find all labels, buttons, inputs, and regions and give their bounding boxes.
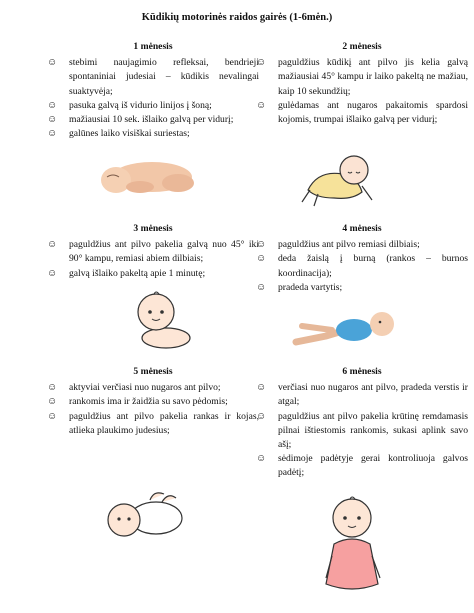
section-heading: 2 mėnesis [342, 41, 382, 52]
list-item: ☺ pasuka galvą iš vidurio linijos į šoną; [47, 99, 259, 113]
document-title: Kūdikių motorinės raidos gairės (1-6mėn.) [141, 12, 333, 23]
list-item: ☺ aktyviai verčiasi nuo nugaros ant pilvo; [47, 381, 259, 395]
list-item: ☺ rankomis ima ir žaidžia su savo pėdomis; [47, 395, 259, 409]
list-item: ☺ verčiasi nuo nugaros ant pilvo, pradeda verstis ir atgal; [256, 382, 468, 408]
section-month-1 [47, 40, 259, 141]
section-month-4 [256, 222, 468, 295]
section-month-3 [47, 222, 259, 281]
section-month-2 [256, 40, 468, 127]
smiley-icon: ☺ [256, 410, 267, 422]
smiley-icon: ☺ [256, 99, 267, 111]
smiley-icon: ☺ [47, 239, 58, 251]
section-heading: 5 mėnesis [133, 366, 173, 377]
section-heading: 6 mėnesis [342, 366, 382, 377]
list-item: ☺ paguldžius ant pilvo remiasi dilbiais; [256, 238, 468, 252]
baby-holding-feet-illustration [100, 488, 192, 540]
list-item: ☺ mažiausiai 10 sek. išlaiko galvą per vidurį; [47, 113, 259, 127]
baby-raising-head-illustration [130, 288, 192, 352]
section-month-5 [47, 365, 259, 438]
smiley-icon: ☺ [47, 396, 58, 408]
list-item: ☺ paguldžius ant pilvo pakelia rankas ir kojas, atlieka plaukimo judesius; [47, 410, 259, 436]
smiley-icon: ☺ [47, 57, 58, 69]
smiley-icon: ☺ [47, 382, 58, 394]
smiley-icon: ☺ [256, 253, 267, 265]
list-item: ☺ pradeda vartytis; [256, 281, 468, 295]
smiley-icon: ☺ [47, 128, 58, 140]
smiley-icon: ☺ [256, 281, 267, 293]
smiley-icon: ☺ [47, 267, 58, 279]
smiley-icon: ☺ [47, 114, 58, 126]
smiley-icon: ☺ [256, 57, 267, 69]
list-item: ☺ deda žaislą į burną (rankos – burnos koordinacija); [256, 253, 468, 279]
list-item: ☺ stebimi naujagimio refleksai, bendrieji spontaniniai judesiai – kūdikis nevalingai suaktyvėja; [47, 57, 259, 97]
list-item: ☺ paguldžius kūdikį ant pilvo jis kelia galvą mažiausiai 45° kampu ir laiko pakeltą ne mažiau, kaip 10 sekundžių; [256, 57, 468, 97]
list-item: ☺ paguldžius ant pilvo pakelia galvą nuo 45° iki 90° kampu, remiasi abiem dilbiais; [47, 239, 259, 265]
smiley-icon: ☺ [256, 382, 267, 394]
smiley-icon: ☺ [47, 410, 58, 422]
list-item: ☺ galūnes laiko visiškai suriestas; [47, 127, 259, 141]
section-heading: 1 mėnesis [133, 41, 173, 52]
section-month-6 [256, 365, 468, 481]
curled-baby-illustration [92, 153, 202, 195]
smiley-icon: ☺ [256, 453, 267, 465]
smiley-icon: ☺ [256, 239, 267, 251]
list-item: ☺ galvą išlaiko pakeltą apie 1 minutę; [47, 267, 259, 281]
smiley-icon: ☺ [47, 99, 58, 111]
list-item: ☺ sėdimoje padėtyje gerai kontroliuoja galvos padėtį; [256, 453, 468, 479]
baby-on-belly-illustration [288, 150, 384, 212]
baby-rolling-illustration [292, 306, 404, 350]
sitting-baby-illustration [322, 494, 384, 598]
list-item: ☺ gulėdamas ant nugaros pakaitomis spardosi kojomis, trumpai išlaiko galvą per vidurį; [256, 99, 468, 126]
section-heading: 4 mėnesis [342, 223, 382, 234]
section-heading: 3 mėnesis [133, 223, 173, 234]
list-item: ☺ paguldžius ant pilvo pakelia krūtinę remdamasis pilnai ištiestomis rankomis, sukasi aplink savo ašį; [256, 410, 468, 451]
